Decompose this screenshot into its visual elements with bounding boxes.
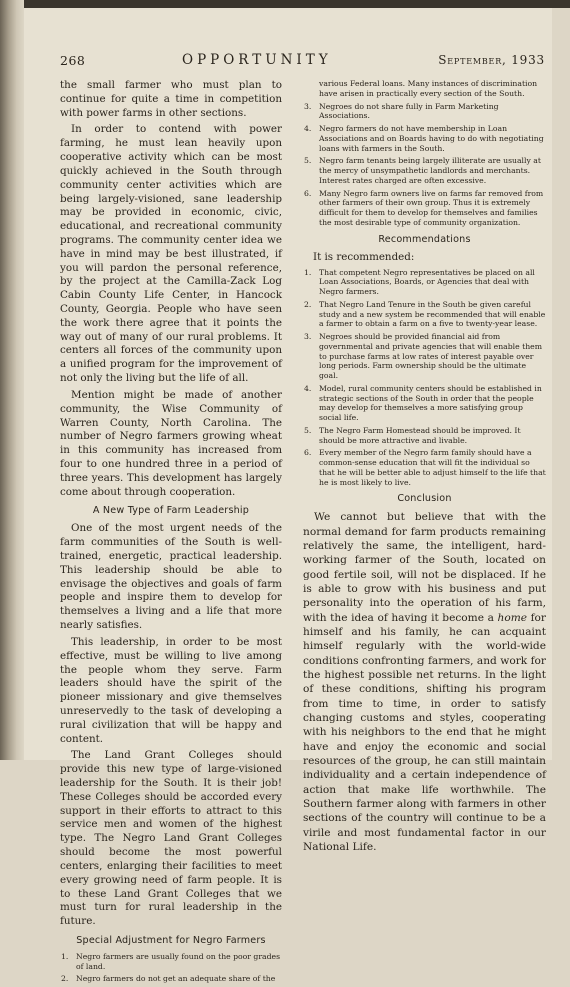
issue-date: September, 1933 [438,53,545,67]
section-heading: A New Type of Farm Leadership [92,505,250,517]
list-item: 2. That Negro Land Tenure in the South be given careful study and a new system be recommended that will enable a farmer to obtain a farm on a five to twenty-year lease. [304,299,546,329]
list-item: 5. The Negro Farm Homestead should be improved. It should be more attractive and livable. [304,425,521,445]
paragraph: In order to contend with power farming, he must lean heavily upon cooperative activity which can be most quickly achieved in the South through community center activities which are being largely-visioned, sane leadership may be provided in economic, civic, educational, and recreational community programs. The community center idea we have in mind may be best illustrated, if you will pardon the personal reference, by the project at the Camilla-Zack Log Cabin County Life Center, in Hancock County, Georgia. People who have seen the work there agree that it points the way out of many of our rural problems. It centers all forces of the community upon a unified program for the improvement of not only the living but the life of all. [60,123,282,385]
list-item: 4. Model, rural community centers should be established in strategic sections of the South in order that the people may develop for themselves a more satisfying group social life. [304,383,542,422]
paragraph: the small farmer who must plan to continue for quite a time in competition with power farms in other sections. [60,79,282,119]
list-item: 5. Negro farm tenants being largely illiterate are usually at the mercy of unsympathetic landlords and merchants. Interest rates charged are often excessive. [304,156,541,185]
list-item: 6. Many Negro farm owners live on farms far removed from other farmers of their own group. Thus it is extremely difficult for them to develop for themselves and families the most desirable type of community organization. [304,188,544,227]
list-item: 1. That competent Negro representatives be placed on all Loan Associations, Boards, or Agencies that deal with Negro farmers. [304,267,535,296]
numbered-list [60,952,282,984]
journal-title: OPPORTUNITY [182,52,332,68]
section-heading: Recommendations [378,233,471,245]
numbered-list [303,79,546,228]
binding-spine [0,0,24,760]
right-column [303,79,546,855]
section-heading: Special Adjustment for Negro Farmers [76,934,266,946]
paragraph: One of the most urgent needs of the farm communities of the South is well-trained, energetic, practical leadership. This leadership should be able to envisage the objectives and goals of farm people and inspire them to develop for themselves a living and a life that more nearly satisfies. [60,522,282,632]
page-number: 268 [60,53,86,68]
list-item: 1. Negro farmers are usually found on the poor grades of land. [61,951,281,971]
running-header [60,53,545,69]
conclusion-paragraph: We cannot but believe that with the normal demand for farm products remaining relatively the same, the intelligent, hard-working farmer of the South, located on good fertile soil, will not be displaced. If he is able to grow with his business and put personality into the operation of his farm, with the idea of having it become a home for himself and his family, he can acquaint himself regularly with the world-wide conditions confronting farmers, and work for the highest possible net returns. In the light of these conditions, shifting his program from time to time, in order to satisfy changing customs and styles, cooperating with his neighbors to the end that he might have and enjoy the economic and social resources of the group, he can still maintain individuality and a certain independence of action that make life worthwhile. The Southern farmer along with farmers in other sections of the country will continue to be a virile and most fundamental factor in our National Life. [303,511,546,854]
paragraph: Mention might be made of another community, the Wise Community of Warren County, North Carolina. The number of Negro farmers growing wheat in this community has increased from four to one hundred three in a period of three years. This development has largely come about through cooperation. [60,388,282,498]
list-item: 6. Every member of the Negro farm family should have a common-sense education that will fit the individual so that he will be better able to adjust himself to the life that he is most likely to live. [304,448,546,487]
list-item: 3. Negroes should be provided financial aid from governmental and private agencies that will enable them to purchase farms at low rates of interest payable over long periods. Farm ownership should be the ultimate goal. [304,332,542,380]
paragraph: This leadership, in order to be most effective, must be willing to live among the people whom they serve. Farm leaders should have the spirit of the pioneer missionary and give themselves unreservedly to the task of developing a rural civilization that will be happy and content. [60,635,282,745]
list-item: 3. Negroes do not share fully in Farm Marketing Associations. [304,101,499,121]
list-item: 2. Negro farmers do not get an adequate share of the [61,974,276,984]
paragraph: The Land Grant Colleges should provide this new type of large-visioned leadership for the South. It is their job! These Colleges should be accorded every support in their efforts to attract to this service men and women of the highest type. The Negro Land Grant Colleges should become the most powerful centers, enlarging their facilities to meet every growing need of farm people. It is to these Land Grant Colleges that we must turn for rural leadership in the future. [60,749,282,928]
recommendation-list [303,268,546,488]
list-item: various Federal loans. Many instances of discrimination have arisen in practically every section of the South. [319,79,538,98]
section-heading: Conclusion [397,493,452,505]
left-column [60,79,282,987]
scan-top-edge [0,0,570,8]
recommendation-intro: It is recommended: [313,250,415,263]
list-item: 4. Negro farmers do not have membership in Loan Associations and on Boards having to do with negotiating loans with farmers in the South. [304,124,544,153]
